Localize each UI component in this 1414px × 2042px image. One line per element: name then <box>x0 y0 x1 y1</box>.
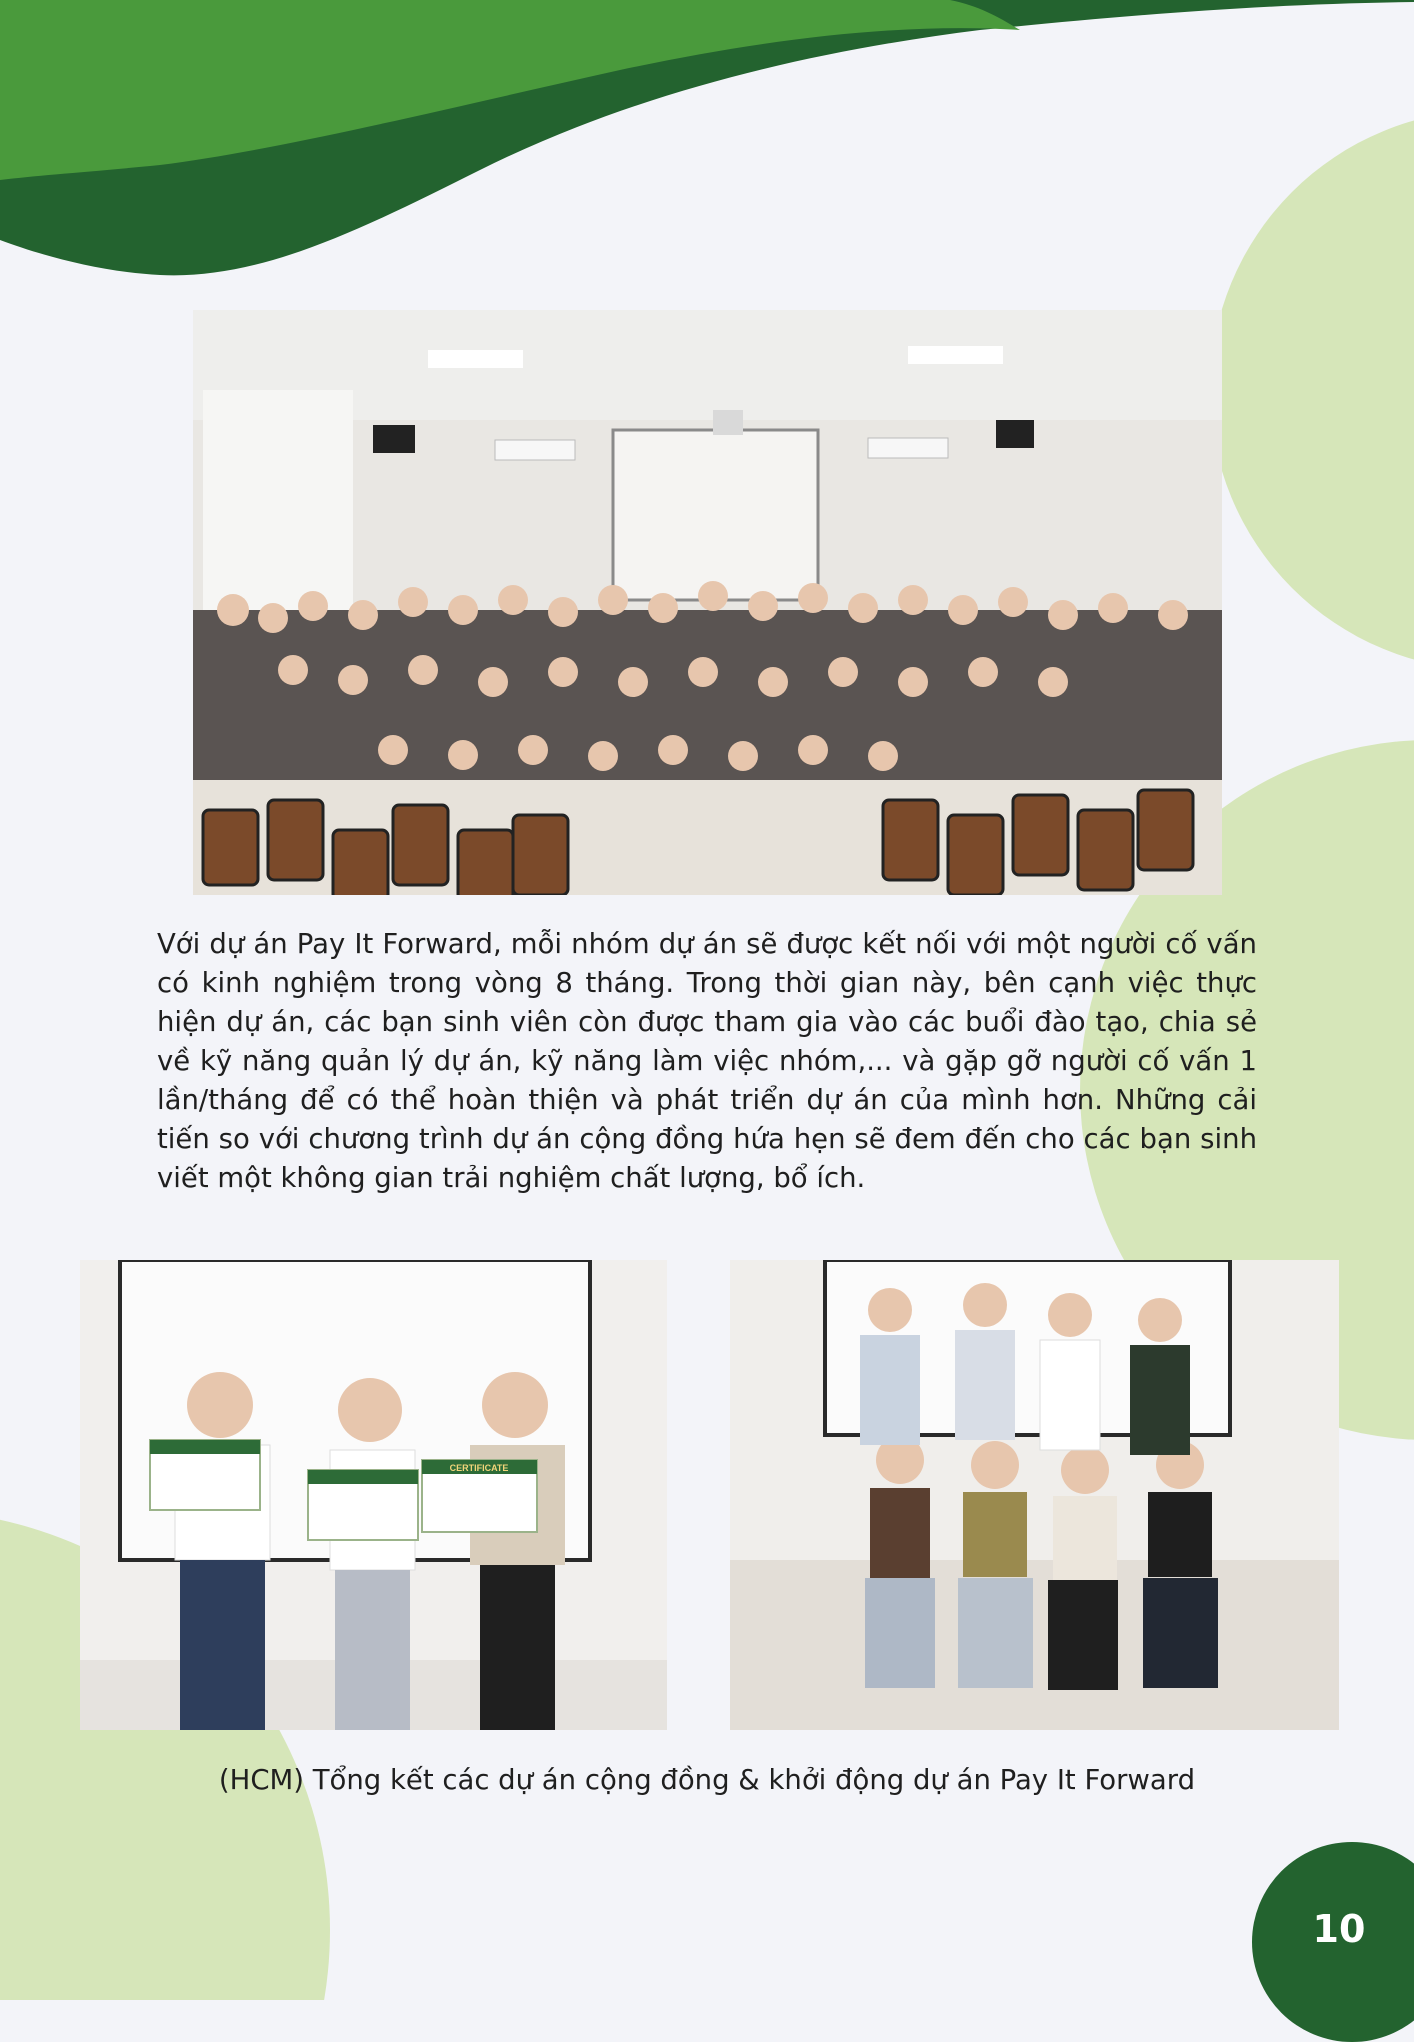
photo-caption: (HCM) Tổng kết các dự án cộng đồng & khởi động dự án Pay It Forward <box>218 1764 1196 1796</box>
body-paragraph: Với dự án Pay It Forward, mỗi nhóm dự án sẽ được kết nối với một người cố vấn có kinh nghiệm trong vòng 8 tháng. Trong thời gian này, bên cạnh việc thực hiện dự án, các bạn sinh viên còn được tham gia vào các buổi đào tạo, chia sẻ về kỹ năng quản lý dự án, kỹ năng làm việc nhóm,... và gặp gỡ người cố vấn 1 lần/tháng để có thể hoàn thiện và phát triển dự án của mình hơn. Những cải tiến so với chương trình dự án cộng đồng hứa hẹn sẽ đem đến cho các bạn sinh viết một không gian trải nghiệm chất lượng, bổ ích. <box>157 928 1257 1194</box>
certificate-photo <box>80 1260 667 1730</box>
certificate-label: CERTIFICATE <box>449 1463 509 1473</box>
light-green-circle-top-right <box>1210 110 1414 670</box>
group-photo-classroom <box>193 310 1222 895</box>
team-photo <box>730 1260 1339 1730</box>
page-number: 10 <box>1312 1907 1366 1951</box>
